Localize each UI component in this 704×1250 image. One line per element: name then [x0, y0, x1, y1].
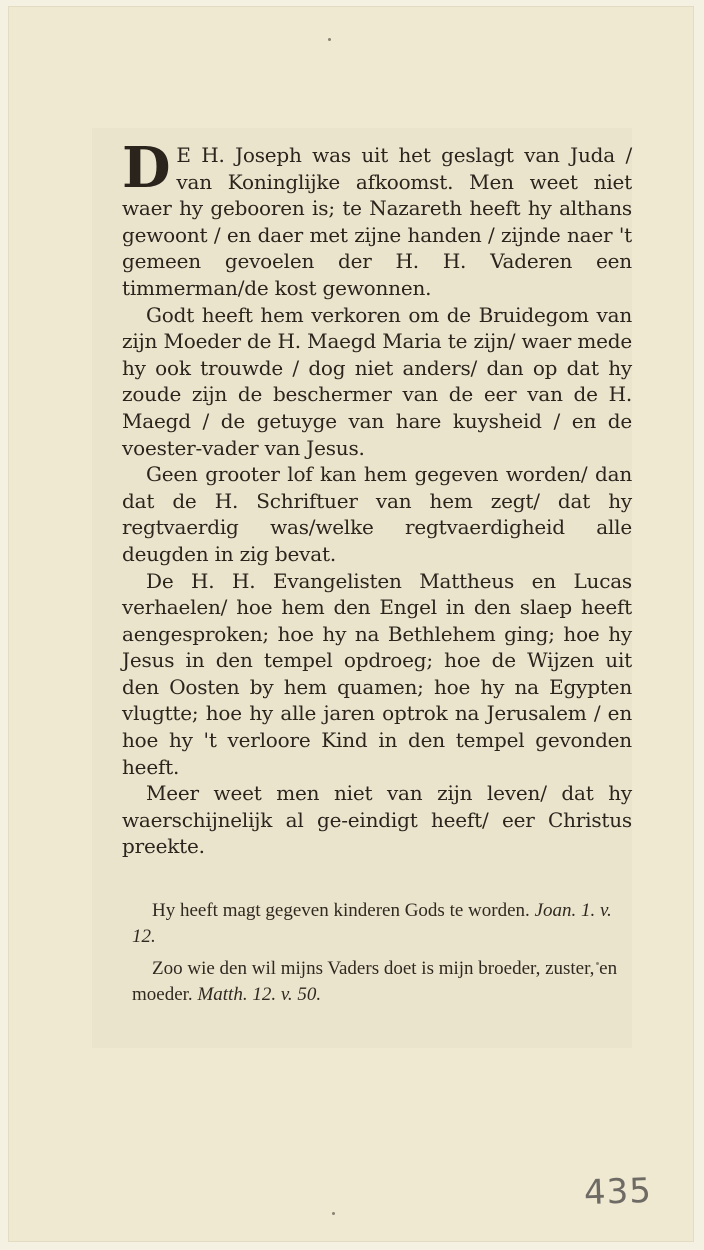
paragraph-2: Godt heeft hem verkoren om de Bruidegom van zijn Moeder de H. Maegd Maria te zijn/ waer mede hy ook trouwde / dog niet anders/ dan op dat hy zoude zijn de beschermer van de eer van de H. Maegd / de getuyge van hare kuysheid / en de voester-vader van Jesus. — [122, 302, 632, 460]
quote-2 — [132, 956, 632, 1008]
drop-cap: D — [122, 135, 171, 201]
speck — [332, 1212, 335, 1215]
quote-text: Zoo wie den wil mijns Vaders doet is mijn broeder, zuster, en moeder. — [132, 958, 618, 1006]
paragraph-5: Meer weet men niet van zijn leven/ dat hy waerschijnelijk al ge-eindigt heeft/ eer Christus preekte. — [122, 781, 632, 859]
scripture-quotes — [122, 898, 632, 1008]
paragraph-3: Geen grooter lof kan hem gegeven worden/ dan dat de H. Schriftuer van hem zegt/ dat hy regtvaerdig was/welke regtvaerdigheid alle deugden in zig bevat. — [122, 462, 632, 566]
paragraph-text: E H. Joseph was uit het geslagt van Juda / van Koninglijke afkoomst. Men weet niet waer hy gebooren is; te Nazareth heeft hy althans gewoont / en daer met zijne handen / zijnde naer 't gemeen gevoelen der H. H. Vaderen een timmerman/de kost gewonnen. — [122, 143, 632, 300]
paragraph-4: De H. H. Evangelisten Mattheus en Lucas verhaelen/ hoe hem den Engel in den slaep heeft aengesproken; hoe hy na Bethlehem ging; hoe hy Jesus in den tempel opdroeg; hoe de Wijzen uit den Oosten by hem quamen; hoe hy na Egypten vlugtte; hoe hy alle jaren optrok na Jerusalem / en hoe hy 't verloore Kind in den tempel gevonden heeft. — [122, 568, 632, 779]
quote-reference: Matth. 12. v. 50. — [197, 984, 322, 1006]
inventory-number: 435 — [583, 1170, 653, 1214]
quote-text: Hy heeft magt gegeven kinderen Gods te worden. — [152, 900, 530, 922]
quote-1 — [132, 898, 632, 950]
speck — [328, 38, 331, 41]
main-text — [122, 135, 632, 1008]
quote-reference: Joan. 1. v. 12. — [132, 900, 612, 948]
paragraph-1 — [122, 135, 632, 302]
